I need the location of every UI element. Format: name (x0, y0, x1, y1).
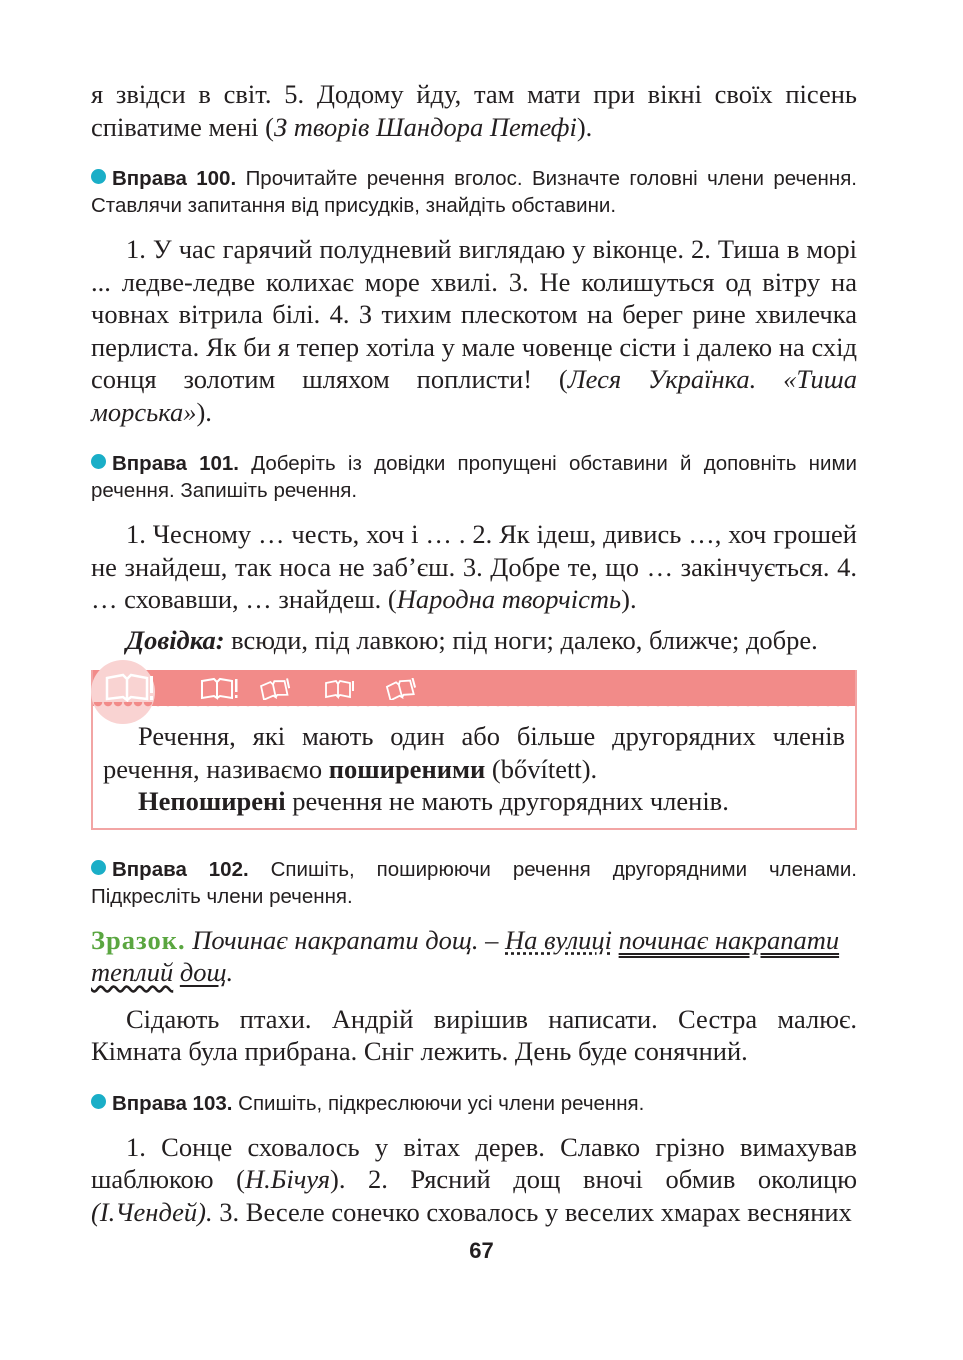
exercise-102-title: Вправа 102. (112, 857, 249, 881)
exercise-101-source: Народна творчість (396, 584, 622, 614)
book-exclamation-icon (103, 672, 155, 704)
exercise-103-instruction (91, 1090, 857, 1117)
rule-line-1 (103, 720, 845, 785)
exercise-103-body-c: 3. Веселе сонечко сховалось у веселих хмарах весняних (212, 1196, 852, 1227)
example-attribute: теплий (91, 957, 174, 987)
exercise-100-instruction-text: Прочитайте речення вголос. Визначте головні члени речення. Ставлячи запитання від присудків, знайдіть обставини. (91, 167, 858, 217)
exercise-100-body: 1. У час гарячий полудневий виглядаю у віконце. 2. Тиша в морі ... ледве-ледве колихає море хвилі. 3. Не колишуться од вітру на човнах вітрила білі. 4. З тихим плескотом на берег рине хвилечка перлиста. Як би я тепер хотіла у мале човенце сісти і далеко на схід сонця золотим шляхом поплисти! ( (91, 234, 857, 394)
exercise-103-source-1: Н.Бічуя (244, 1164, 331, 1194)
exercise-103-body-a: 1. Сонце сховалось у вітах дерев. Славко грізно вимахував шаблюкою ( (91, 1131, 857, 1194)
exercise-101-text (91, 518, 857, 616)
rule-text-c: речення не мають другорядних членів. (285, 786, 729, 816)
example-predicate: починає накрапати (618, 924, 840, 955)
exercise-100-text (91, 233, 857, 428)
exercise-103-source-2: (І.Чендей). (91, 1196, 213, 1227)
exercise-101-title: Вправа 101. (112, 452, 239, 475)
example-sentence: Починає накрапати дощ. – (185, 924, 506, 955)
exercise-101-hint (91, 624, 857, 657)
example-label: Зразок. (91, 924, 186, 955)
rule-line-2 (103, 785, 845, 818)
bullet-icon (91, 1094, 106, 1109)
exercise-101-instruction-text: Доберіть із довідки пропущені обставини й доповніть ними речення. Запишіть речення. (91, 452, 857, 502)
page-number: 67 (469, 1238, 494, 1263)
example-subject: дощ (179, 957, 227, 987)
example-end: . (226, 957, 234, 987)
hint-label: Довідка: (126, 624, 225, 655)
book-icon (385, 678, 419, 700)
book-icon (323, 678, 357, 700)
exercise-103-instruction-text: Спишіть, підкреслюючи усі члени речення. (232, 1091, 645, 1115)
intro-end: ). (576, 111, 593, 142)
rule-term-unextended: Непоширені (138, 786, 286, 816)
exercise-100-source: Леся Українка. «Тиша морська» (91, 364, 857, 427)
rule-band (93, 670, 855, 706)
bullet-icon (91, 169, 106, 184)
book-icon (259, 678, 293, 700)
exercise-102-instruction-text: Спишіть, поширюючи речення другорядними членами. Підкресліть члени речення. (91, 857, 857, 908)
rule-text-a: Речення, які мають один або більше другорядних членів речення, називаємо (103, 721, 845, 784)
textbook-page (91, 78, 857, 1228)
rule-term-extended: поширеними (328, 753, 486, 784)
intro-text: я звідси в світ. 5. Додому йду, там мати при вікні своїх пісень співатиме мені ( (91, 79, 857, 142)
exercise-102-instruction (91, 856, 857, 910)
book-icon (199, 676, 239, 702)
intro-source: З творів Шандора Петефі (274, 111, 577, 142)
exercise-101-body: 1. Чесному … честь, хоч і … . 2. Як ідеш, дивись …, хоч грошей не знайдеш, так носа не заб’єш. 3. Добре те, що … закінчується. 4. … сховавши, … знайдеш. ( (91, 519, 857, 614)
bullet-icon (91, 454, 106, 469)
example-adverbial: На вулиці (505, 924, 612, 955)
exercise-100-title: Вправа 100. (112, 167, 237, 190)
exercise-103-text (91, 1131, 857, 1229)
rule-text-b: (bővített). (485, 753, 598, 784)
exercise-101-end: ). (621, 584, 637, 614)
exercise-103-body-b: ). 2. Рясний дощ вночі обмив околицю (330, 1164, 857, 1194)
exercise-102-text: Сідають птахи. Андрій вирішив написати. Сестра малює. Кімната була прибрана. Сніг лежить. День буде сонячний. (91, 1003, 857, 1066)
exercise-102-example (91, 924, 857, 989)
exercise-100-instruction (91, 165, 857, 219)
band-scallop (93, 702, 855, 710)
bullet-icon (91, 860, 106, 875)
rule-box (91, 670, 857, 830)
rule-text (93, 706, 855, 828)
hint-text: всюди, під лавкою; під ноги; далеко, ближче; добре. (224, 624, 818, 655)
exercise-103-title: Вправа 103. (112, 1091, 233, 1115)
exercise-101-instruction (91, 450, 857, 504)
intro-paragraph (91, 78, 857, 143)
exercise-100-end: ). (196, 396, 212, 427)
